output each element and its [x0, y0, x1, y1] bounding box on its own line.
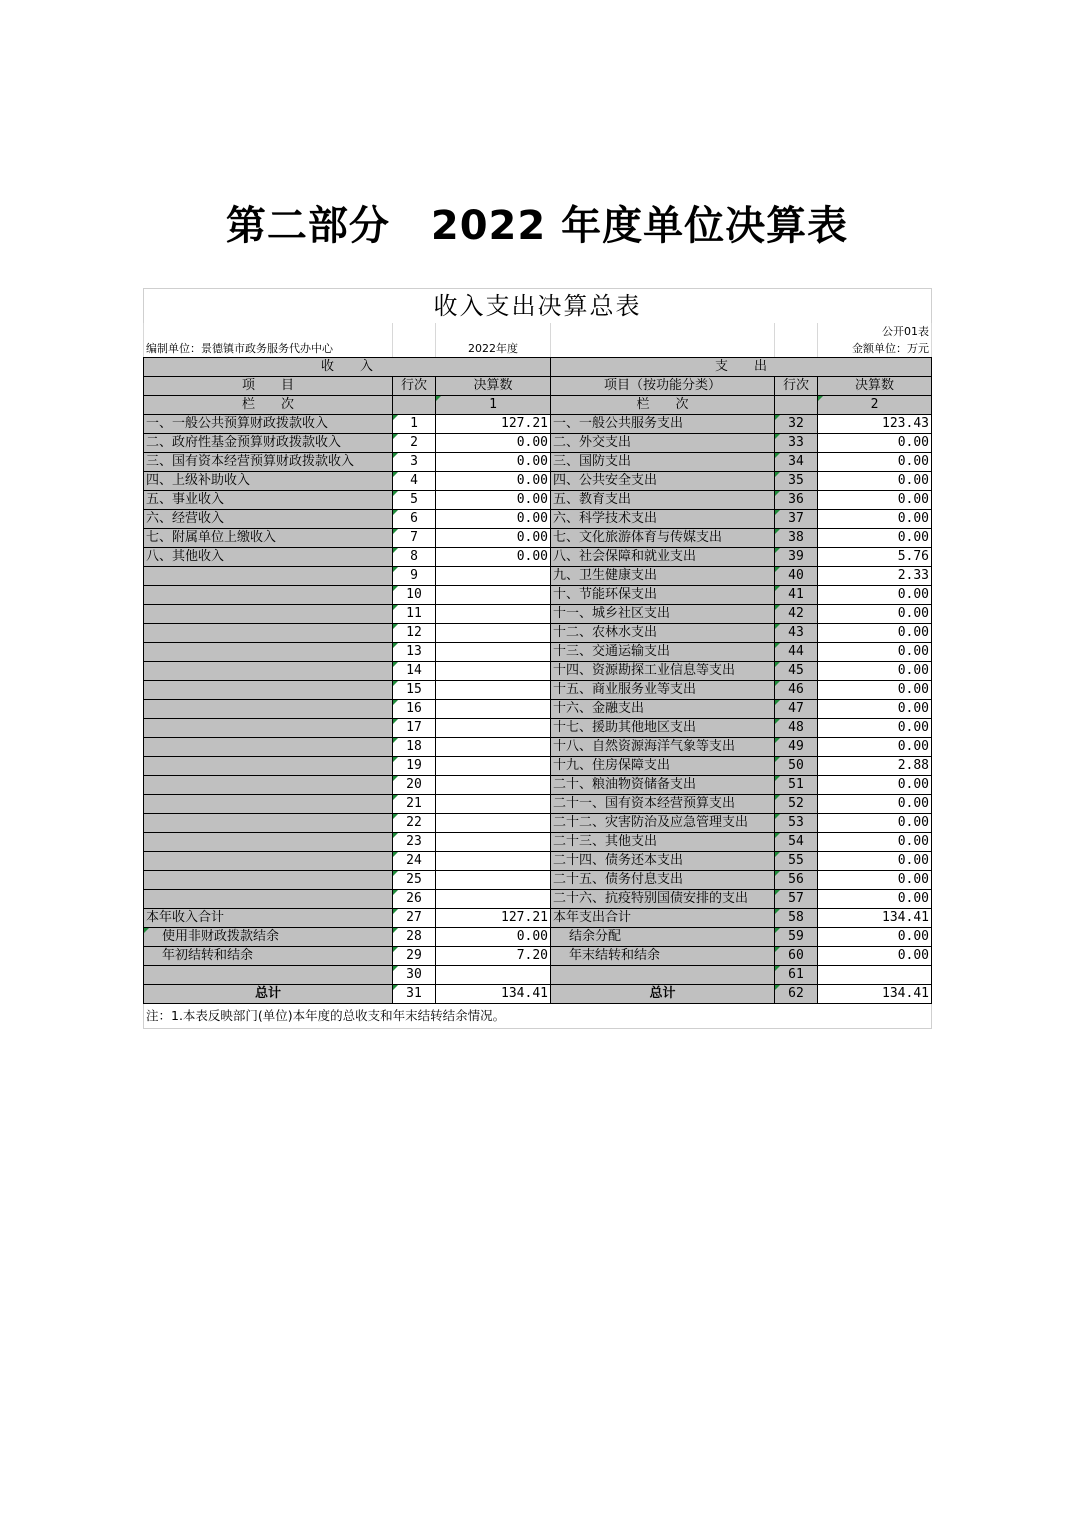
- income-row-no: 28: [393, 928, 436, 947]
- table-row: [144, 624, 932, 643]
- income-section-header: 收 入: [144, 358, 551, 377]
- income-amount: 0.00: [436, 928, 551, 947]
- header-item: 项 目: [144, 377, 393, 396]
- expense-amount: 0.00: [818, 795, 932, 814]
- expense-amount: 134.41: [818, 909, 932, 928]
- income-expenditure-summary-sheet: [143, 288, 931, 1029]
- table-row: [144, 738, 932, 757]
- income-item: 年初结转和结余: [144, 947, 393, 966]
- expense-amount: 5.76: [818, 548, 932, 567]
- income-row-no: 27: [393, 909, 436, 928]
- income-item: [144, 662, 393, 681]
- expense-row-no: 39: [775, 548, 818, 567]
- table-row: [144, 472, 932, 491]
- income-total-row-no: 31: [393, 985, 436, 1004]
- table-row: [144, 700, 932, 719]
- expense-row-no: 47: [775, 700, 818, 719]
- expense-amount: 0.00: [818, 681, 932, 700]
- expense-amount: 0.00: [818, 776, 932, 795]
- total-row: [144, 985, 932, 1004]
- table-row: [144, 586, 932, 605]
- expense-item: 二十二、灾害防治及应急管理支出: [551, 814, 775, 833]
- expense-item: 二十三、其他支出: [551, 833, 775, 852]
- table-row: [144, 814, 932, 833]
- expense-row-no: 43: [775, 624, 818, 643]
- expense-amount: 2.88: [818, 757, 932, 776]
- income-item: 二、政府性基金预算财政拨款收入: [144, 434, 393, 453]
- expense-item: 二十五、债务付息支出: [551, 871, 775, 890]
- expense-row-no: 37: [775, 510, 818, 529]
- expense-row-no: 54: [775, 833, 818, 852]
- form-number: 公开01表: [818, 323, 932, 340]
- column-index-label-2: 栏 次: [551, 396, 775, 415]
- expense-row-no: 45: [775, 662, 818, 681]
- expense-row-no: 53: [775, 814, 818, 833]
- income-amount: 0.00: [436, 491, 551, 510]
- expense-item: 十六、金融支出: [551, 700, 775, 719]
- income-amount: [436, 719, 551, 738]
- expense-amount: 0.00: [818, 928, 932, 947]
- income-amount: 0.00: [436, 548, 551, 567]
- expense-item: 十一、城乡社区支出: [551, 605, 775, 624]
- income-row-no: 19: [393, 757, 436, 776]
- income-row-no: 3: [393, 453, 436, 472]
- income-row-no: 26: [393, 890, 436, 909]
- income-row-no: 1: [393, 415, 436, 434]
- expense-row-no: 44: [775, 643, 818, 662]
- income-amount: [436, 833, 551, 852]
- expense-amount: 0.00: [818, 529, 932, 548]
- income-item: [144, 757, 393, 776]
- expense-amount: 0.00: [818, 814, 932, 833]
- income-amount: [436, 757, 551, 776]
- expense-amount: 2.33: [818, 567, 932, 586]
- income-item: 四、上级补助收入: [144, 472, 393, 491]
- expense-row-no: 57: [775, 890, 818, 909]
- income-amount: [436, 586, 551, 605]
- income-amount: 127.21: [436, 909, 551, 928]
- table-row: [144, 852, 932, 871]
- table-row: [144, 415, 932, 434]
- income-amount: [436, 662, 551, 681]
- expense-item: 十二、农林水支出: [551, 624, 775, 643]
- income-item: 一、一般公共预算财政拨款收入: [144, 415, 393, 434]
- income-amount: [436, 871, 551, 890]
- income-amount: [436, 700, 551, 719]
- header-amount: 决算数: [436, 377, 551, 396]
- header-row-no-2: 行次: [775, 377, 818, 396]
- expense-item: 本年支出合计: [551, 909, 775, 928]
- expense-section-header: 支 出: [551, 358, 932, 377]
- expense-amount: 0.00: [818, 852, 932, 871]
- expense-row-no: 52: [775, 795, 818, 814]
- expense-row-no: 58: [775, 909, 818, 928]
- income-amount: [436, 776, 551, 795]
- expense-amount: 0.00: [818, 890, 932, 909]
- income-item: 三、国有资本经营预算财政拨款收入: [144, 453, 393, 472]
- expense-row-no: 61: [775, 966, 818, 985]
- expense-row-no: 56: [775, 871, 818, 890]
- expense-row-no: 33: [775, 434, 818, 453]
- income-amount: [436, 890, 551, 909]
- expense-item: 二、外交支出: [551, 434, 775, 453]
- expense-amount: 0.00: [818, 662, 932, 681]
- income-item: [144, 567, 393, 586]
- income-amount: 0.00: [436, 453, 551, 472]
- income-row-no: 2: [393, 434, 436, 453]
- income-row-no: 9: [393, 567, 436, 586]
- income-amount: [436, 567, 551, 586]
- expense-row-no: 51: [775, 776, 818, 795]
- income-amount: 0.00: [436, 434, 551, 453]
- expense-item: 十、节能环保支出: [551, 586, 775, 605]
- expense-row-no: 42: [775, 605, 818, 624]
- income-item: [144, 871, 393, 890]
- sheet-title: 收入支出决算总表: [144, 289, 932, 324]
- income-row-no: 25: [393, 871, 436, 890]
- income-amount: [436, 814, 551, 833]
- income-row-no: 29: [393, 947, 436, 966]
- expense-row-no: 48: [775, 719, 818, 738]
- income-row-no: 18: [393, 738, 436, 757]
- table-row: [144, 643, 932, 662]
- expense-amount: 0.00: [818, 586, 932, 605]
- expense-row-no: 50: [775, 757, 818, 776]
- expense-amount: 0.00: [818, 434, 932, 453]
- table-row: [144, 947, 932, 966]
- income-amount: [436, 852, 551, 871]
- income-row-no: 17: [393, 719, 436, 738]
- expense-item: 十四、资源勘探工业信息等支出: [551, 662, 775, 681]
- income-amount: [436, 795, 551, 814]
- income-amount: [436, 643, 551, 662]
- table-row: [144, 567, 932, 586]
- expense-row-no: 60: [775, 947, 818, 966]
- expense-item: 一、一般公共服务支出: [551, 415, 775, 434]
- table-row: [144, 681, 932, 700]
- income-item: 七、附属单位上缴收入: [144, 529, 393, 548]
- table-row: [144, 491, 932, 510]
- income-row-no: 7: [393, 529, 436, 548]
- expense-amount: 0.00: [818, 643, 932, 662]
- expense-row-no: 41: [775, 586, 818, 605]
- table-row: [144, 453, 932, 472]
- income-row-no: 16: [393, 700, 436, 719]
- expense-item: 九、卫生健康支出: [551, 567, 775, 586]
- expense-item: 二十、粮油物资储备支出: [551, 776, 775, 795]
- income-row-no: 21: [393, 795, 436, 814]
- table-note: 注：1.本表反映部门(单位)本年度的总收支和年末结转结余情况。: [144, 1004, 932, 1029]
- expense-item: 十八、自然资源海洋气象等支出: [551, 738, 775, 757]
- expense-amount: 0.00: [818, 624, 932, 643]
- header-row-no: 行次: [393, 377, 436, 396]
- table-row: [144, 909, 932, 928]
- income-item: 本年收入合计: [144, 909, 393, 928]
- expense-row-no: 55: [775, 852, 818, 871]
- header-item-by-function: 项目（按功能分类）: [551, 377, 775, 396]
- expense-row-no: 38: [775, 529, 818, 548]
- page-title: 第二部分 2022 年度单位决算表: [225, 203, 849, 249]
- expense-row-no: 32: [775, 415, 818, 434]
- expense-item: 七、文化旅游体育与传媒支出: [551, 529, 775, 548]
- expense-item: 十五、商业服务业等支出: [551, 681, 775, 700]
- income-item: [144, 700, 393, 719]
- table-row: [144, 605, 932, 624]
- income-total-label: 总计: [144, 985, 393, 1004]
- income-amount: 127.21: [436, 415, 551, 434]
- expense-item: 十七、援助其他地区支出: [551, 719, 775, 738]
- expense-item: 十三、交通运输支出: [551, 643, 775, 662]
- table-row: [144, 757, 932, 776]
- income-row-no: 15: [393, 681, 436, 700]
- table-row: [144, 795, 932, 814]
- expense-amount: 0.00: [818, 833, 932, 852]
- income-item: [144, 719, 393, 738]
- column-index-2: 2: [818, 396, 932, 415]
- income-item: [144, 890, 393, 909]
- income-row-no: 30: [393, 966, 436, 985]
- amount-unit: 金额单位：万元: [818, 340, 932, 358]
- income-item: 使用非财政拨款结余: [144, 928, 393, 947]
- expense-total-row-no: 62: [775, 985, 818, 1004]
- income-item: [144, 643, 393, 662]
- income-row-no: 10: [393, 586, 436, 605]
- income-total-amount: 134.41: [436, 985, 551, 1004]
- income-item: [144, 833, 393, 852]
- income-amount: 7.20: [436, 947, 551, 966]
- expense-total-label: 总计: [551, 985, 775, 1004]
- table-row: [144, 833, 932, 852]
- income-row-no: 24: [393, 852, 436, 871]
- income-amount: [436, 738, 551, 757]
- expense-row-no: 35: [775, 472, 818, 491]
- expense-row-no: 36: [775, 491, 818, 510]
- summary-table: [143, 288, 932, 1029]
- table-row: [144, 890, 932, 909]
- table-row: [144, 548, 932, 567]
- expense-row-no: 40: [775, 567, 818, 586]
- income-item: [144, 852, 393, 871]
- expense-amount: 0.00: [818, 510, 932, 529]
- expense-amount: 0.00: [818, 472, 932, 491]
- expense-row-no: 34: [775, 453, 818, 472]
- expense-amount: [818, 966, 932, 985]
- expense-item: 二十六、抗疫特别国债安排的支出: [551, 890, 775, 909]
- income-row-no: 13: [393, 643, 436, 662]
- income-item: 八、其他收入: [144, 548, 393, 567]
- table-row: [144, 928, 932, 947]
- expense-amount: 0.00: [818, 453, 932, 472]
- expense-amount: 0.00: [818, 719, 932, 738]
- table-row: [144, 966, 932, 985]
- income-amount: [436, 681, 551, 700]
- income-item: [144, 814, 393, 833]
- income-row-no: 11: [393, 605, 436, 624]
- table-row: [144, 662, 932, 681]
- income-row-no: 23: [393, 833, 436, 852]
- income-item: [144, 624, 393, 643]
- income-item: [144, 966, 393, 985]
- expense-amount: 0.00: [818, 700, 932, 719]
- income-amount: 0.00: [436, 529, 551, 548]
- income-row-no: 6: [393, 510, 436, 529]
- table-row: [144, 510, 932, 529]
- income-amount: [436, 624, 551, 643]
- income-row-no: 5: [393, 491, 436, 510]
- compiling-unit: 编制单位：景德镇市政务服务代办中心: [144, 340, 393, 358]
- income-item: 六、经营收入: [144, 510, 393, 529]
- income-item: [144, 776, 393, 795]
- income-row-no: 22: [393, 814, 436, 833]
- expense-row-no: 49: [775, 738, 818, 757]
- expense-item: 二十四、债务还本支出: [551, 852, 775, 871]
- expense-item: 二十一、国有资本经营预算支出: [551, 795, 775, 814]
- header-amount-2: 决算数: [818, 377, 932, 396]
- expense-item: 八、社会保障和就业支出: [551, 548, 775, 567]
- expense-item: 三、国防支出: [551, 453, 775, 472]
- income-item: 五、事业收入: [144, 491, 393, 510]
- expense-amount: 0.00: [818, 605, 932, 624]
- expense-row-no: 46: [775, 681, 818, 700]
- income-amount: 0.00: [436, 472, 551, 491]
- expense-total-amount: 134.41: [818, 985, 932, 1004]
- table-row: [144, 871, 932, 890]
- income-row-no: 12: [393, 624, 436, 643]
- expense-item: [551, 966, 775, 985]
- expense-item: 结余分配: [551, 928, 775, 947]
- income-amount: [436, 966, 551, 985]
- expense-row-no: 59: [775, 928, 818, 947]
- income-amount: [436, 605, 551, 624]
- expense-item: 十九、住房保障支出: [551, 757, 775, 776]
- expense-item: 六、科学技术支出: [551, 510, 775, 529]
- column-index-label: 栏 次: [144, 396, 393, 415]
- expense-amount: 0.00: [818, 871, 932, 890]
- expense-item: 年末结转和结余: [551, 947, 775, 966]
- income-row-no: 4: [393, 472, 436, 491]
- table-row: [144, 776, 932, 795]
- income-item: [144, 738, 393, 757]
- column-index-1: 1: [436, 396, 551, 415]
- income-amount: 0.00: [436, 510, 551, 529]
- income-item: [144, 795, 393, 814]
- income-item: [144, 681, 393, 700]
- income-row-no: 20: [393, 776, 436, 795]
- fiscal-year: 2022年度: [436, 340, 551, 358]
- table-row: [144, 434, 932, 453]
- income-row-no: 8: [393, 548, 436, 567]
- income-item: [144, 586, 393, 605]
- table-row: [144, 529, 932, 548]
- income-item: [144, 605, 393, 624]
- income-row-no: 14: [393, 662, 436, 681]
- expense-amount: 123.43: [818, 415, 932, 434]
- expense-item: 五、教育支出: [551, 491, 775, 510]
- expense-item: 四、公共安全支出: [551, 472, 775, 491]
- table-row: [144, 719, 932, 738]
- expense-amount: 0.00: [818, 491, 932, 510]
- expense-amount: 0.00: [818, 947, 932, 966]
- expense-amount: 0.00: [818, 738, 932, 757]
